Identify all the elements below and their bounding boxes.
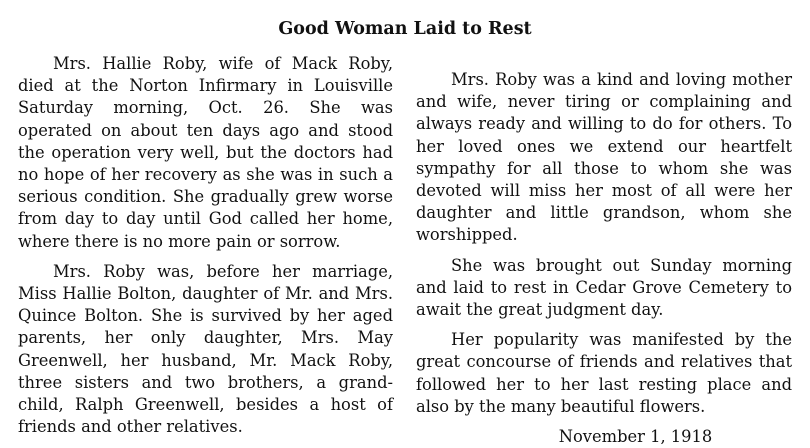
left-column <box>18 53 393 438</box>
right-column <box>416 69 792 448</box>
paragraph: She was brought out Sunday morning and laid to rest in Cedar Grove Cemetery to await the great judgment day. <box>416 255 792 320</box>
paragraph: Mrs. Roby was a kind and loving mother and wife, never tiring or complaining and always ready and willing to do for others. To her loved ones we extend our heartfelt sympathy for all those to whom she was devoted will miss her most of all were her daughter and little grandson, whom she worshipped. <box>416 70 792 245</box>
dateline: November 1, 1918 <box>558 427 713 447</box>
article-title: Good Woman Laid to Rest <box>278 19 532 39</box>
paragraph: Mrs. Roby was, before her marriage, Miss Hallie Bolton, daughter of Mr. and Mrs. Quince Bolton. She is survived by her aged parents, her only daughter, Mrs. May Greenwell, her husband, Mr. Mack Roby, three sisters and two brothers, a grand-child, Ralph Greenwell, besides a host of friends and other relatives. <box>18 261 393 437</box>
paragraph: Her popularity was manifested by the great concourse of friends and relatives that followed her to her last resting place and also by the many beautiful flowers. <box>416 330 792 416</box>
paragraph: Mrs. Hallie Roby, wife of Mack Roby, died at the Norton Infirmary in Louisville Saturday morning, Oct. 26. She was operated on about ten days ago and stood the operation very well, but the doctors had no hope of her recovery as she was in such a serious condition. She gradually grew worse from day to day until God called her home, where there is no more pain or sorrow. <box>18 54 393 251</box>
